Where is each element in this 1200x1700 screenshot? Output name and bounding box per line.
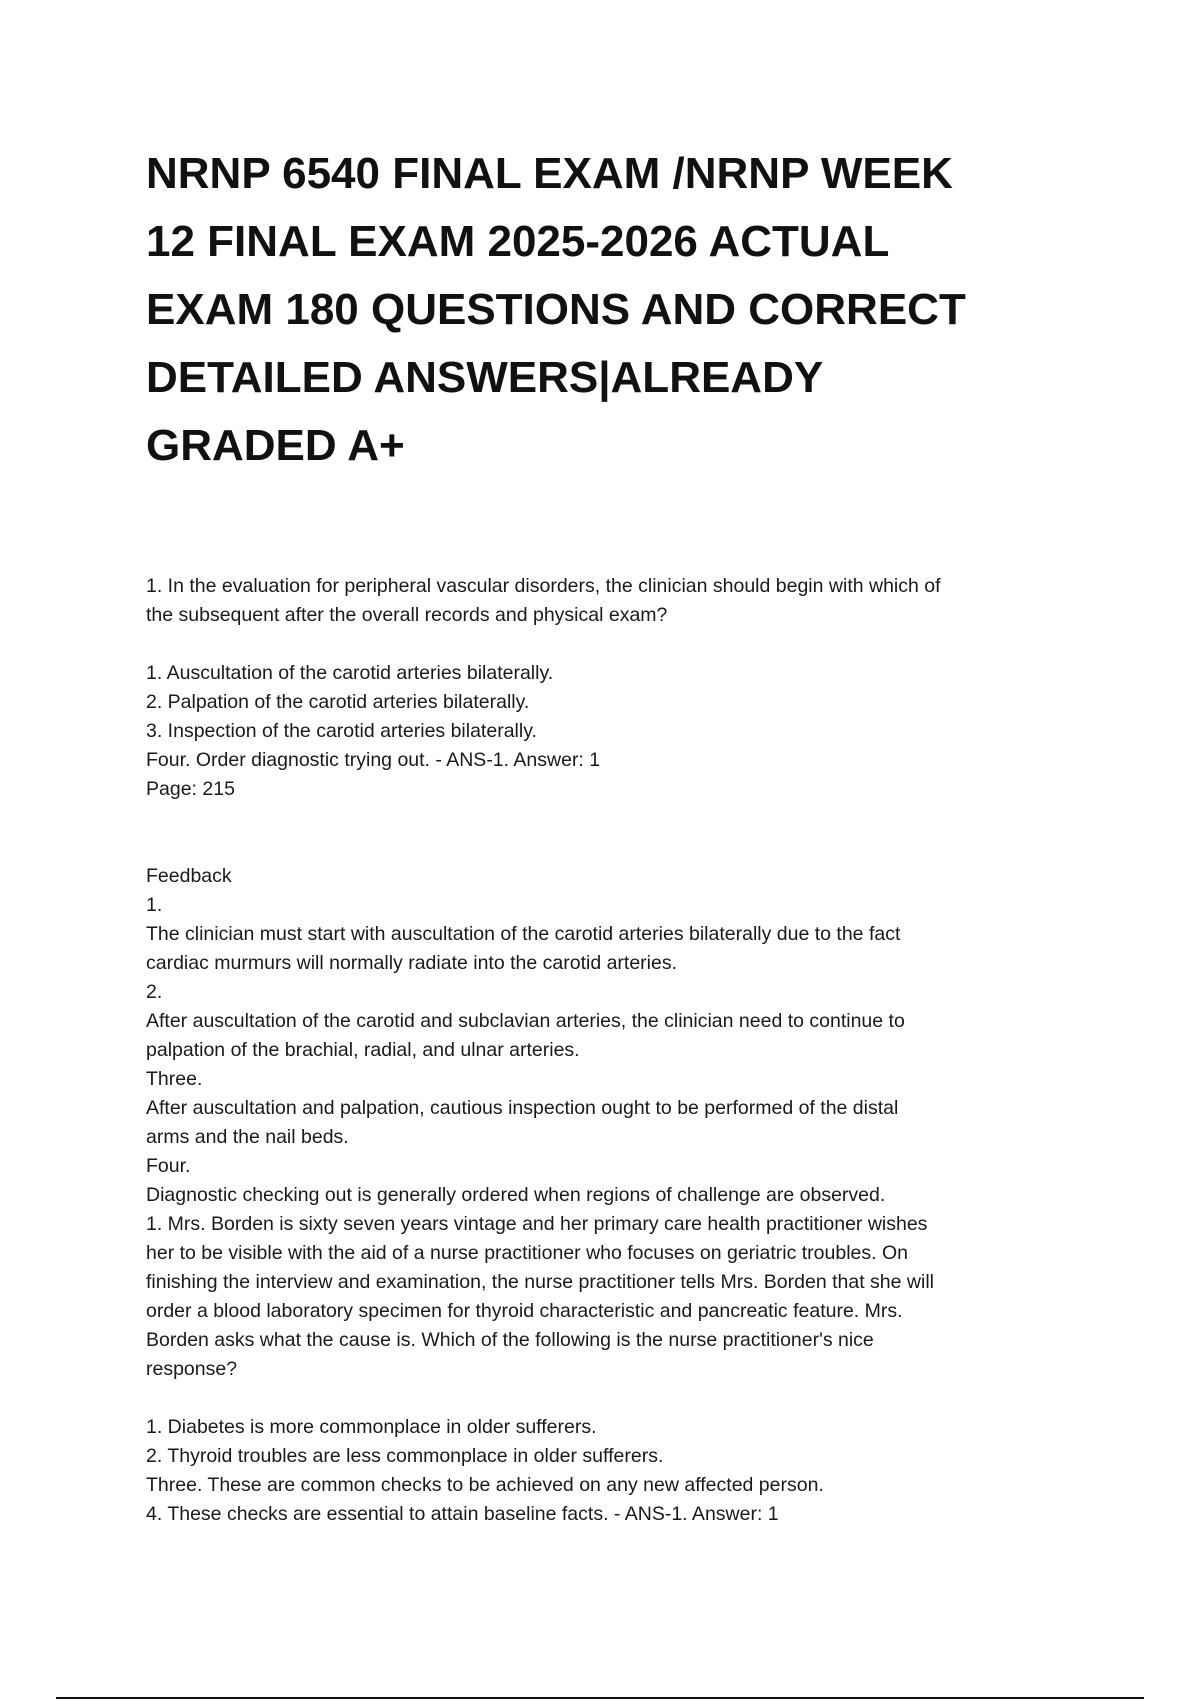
answer-option: 1. Diabetes is more commonplace in older sufferers.: [146, 1416, 597, 1438]
feedback-line: Four.: [146, 1155, 191, 1177]
feedback-line: Three.: [146, 1068, 203, 1090]
document-body: [146, 572, 1066, 1529]
feedback-line: After auscultation and palpation, cautious inspection ought to be performed of the distal: [146, 1097, 899, 1119]
feedback-heading: Feedback: [146, 865, 232, 887]
answer-option: 2. Palpation of the carotid arteries bilaterally.: [146, 691, 530, 713]
feedback-line: After auscultation of the carotid and subclavian arteries, the clinician need to continue to: [146, 1010, 905, 1032]
feedback-line: 2.: [146, 981, 163, 1003]
answer-option: 2. Thyroid troubles are less commonplace in older sufferers.: [146, 1445, 664, 1467]
title-line: 12 FINAL EXAM 2025-2026 ACTUAL: [146, 217, 890, 266]
answer-option: 3. Inspection of the carotid arteries bilaterally.: [146, 720, 537, 742]
feedback-section: [146, 862, 1066, 1210]
title-line: GRADED A+: [146, 421, 405, 470]
answer-option: Three. These are common checks to be achieved on any new affected person.: [146, 1474, 824, 1496]
question-2: [146, 1210, 1066, 1529]
question-text: order a blood laboratory specimen for thyroid characteristic and pancreatic feature. Mrs.: [146, 1300, 903, 1322]
feedback-line: Diagnostic checking out is generally ordered when regions of challenge are observed.: [146, 1184, 886, 1206]
title-line: DETAILED ANSWERS|ALREADY: [146, 353, 824, 402]
feedback-line: arms and the nail beds.: [146, 1126, 349, 1148]
page-bottom-rule: [56, 1697, 1144, 1699]
title-line: EXAM 180 QUESTIONS AND CORRECT: [146, 285, 966, 334]
answer-key: 4. These checks are essential to attain baseline facts. - ANS-1. Answer: 1: [146, 1503, 779, 1525]
answer-key: Four. Order diagnostic trying out. - ANS-1. Answer: 1: [146, 749, 601, 771]
feedback-line: The clinician must start with auscultation of the carotid arteries bilaterally due to the fact: [146, 923, 901, 945]
title-line: NRNP 6540 FINAL EXAM /NRNP WEEK: [146, 149, 953, 198]
answer-option: 1. Auscultation of the carotid arteries bilaterally.: [146, 662, 554, 684]
question-text: response?: [146, 1358, 238, 1380]
question-text: the subsequent after the overall records and physical exam?: [146, 604, 668, 626]
question-text: 1. In the evaluation for peripheral vascular disorders, the clinician should begin with which of: [146, 575, 941, 597]
feedback-line: 1.: [146, 894, 163, 916]
page-reference: Page: 215: [146, 778, 235, 800]
question-text: finishing the interview and examination, the nurse practitioner tells Mrs. Borden that she will: [146, 1271, 934, 1293]
question-text: her to be visible with the aid of a nurse practitioner who focuses on geriatric troubles. On: [146, 1242, 908, 1264]
question-1: [146, 572, 1066, 804]
question-text: Borden asks what the cause is. Which of the following is the nurse practitioner's nice: [146, 1329, 874, 1351]
document-title: [146, 140, 1046, 480]
feedback-line: palpation of the brachial, radial, and ulnar arteries.: [146, 1039, 580, 1061]
feedback-line: cardiac murmurs will normally radiate into the carotid arteries.: [146, 952, 678, 974]
question-text: 1. Mrs. Borden is sixty seven years vintage and her primary care health practitioner wishes: [146, 1213, 928, 1235]
